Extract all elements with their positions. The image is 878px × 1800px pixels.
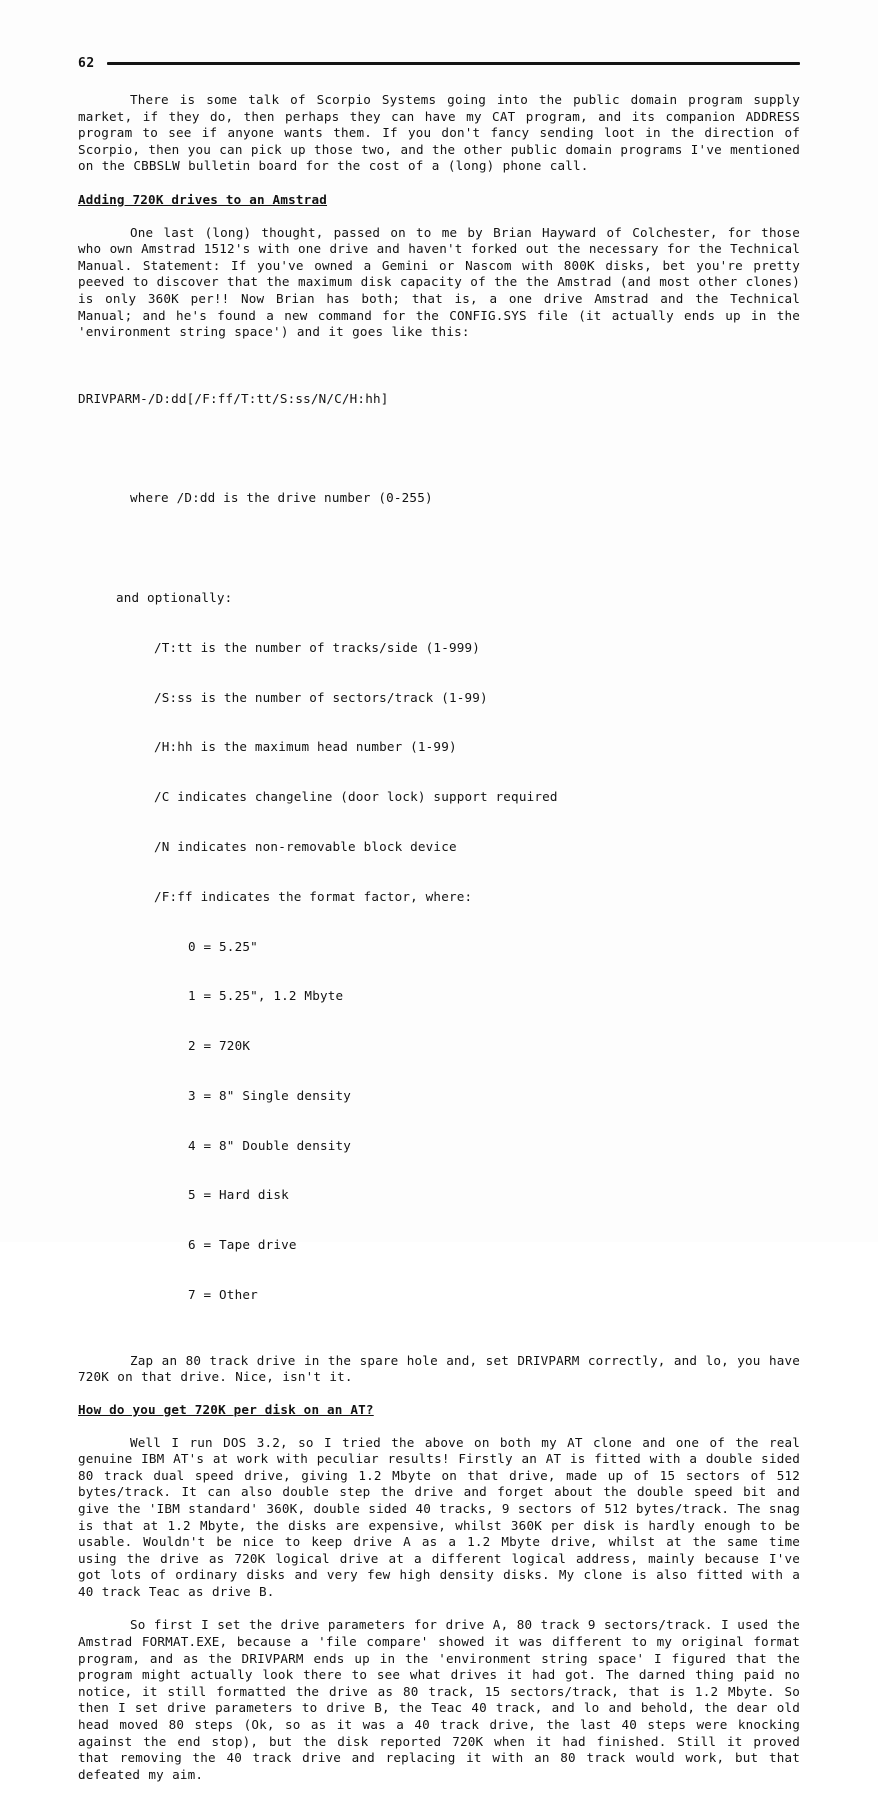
drivparm-optionally-label: and optionally: <box>116 590 233 606</box>
intro-paragraph: There is some talk of Scorpio Systems going into the public domain program supply market, if they do, then perhaps they can have my CAT program, and its companion ADDRESS program to see if anyone wants them. If you don't fancy sending loot in the direction of Scorpio, then you can pick up those two, and the other public domain programs I've mentioned on the CBBSLW bulletin board for the cost of a (long) phone call. <box>78 92 800 174</box>
drivparm-where-line: where /D:dd is the drive number (0-255) <box>130 490 433 506</box>
code-spacer <box>78 540 800 557</box>
format-factor-entry: 3 = 8" Single density <box>188 1087 352 1103</box>
drivparm-switch: /H:hh is the maximum head number (1-99) <box>154 739 457 755</box>
drivparm-syntax-line: DRIVPARM-/D:dd[/F:ff/T:tt/S:ss/N/C/H:hh] <box>78 390 389 406</box>
format-factor-entry: 0 = 5.25" <box>188 938 258 954</box>
format-factor-entry: 5 = Hard disk <box>188 1187 289 1203</box>
heading-adding-720k-drives: Adding 720K drives to an Amstrad <box>78 191 328 207</box>
header-rule <box>107 62 800 65</box>
page-header <box>78 52 800 74</box>
drivparm-switch: /F:ff indicates the format factor, where: <box>154 888 473 904</box>
format-factor-entry: 1 = 5.25", 1.2 Mbyte <box>188 988 344 1004</box>
drivparm-switch: /N indicates non-removable block device <box>154 838 457 854</box>
heading-720k-per-disk-on-at: How do you get 720K per disk on an AT? <box>78 1401 374 1417</box>
at-paragraph-one: Well I run DOS 3.2, so I tried the above on both my AT clone and one of the real genuine IBM AT's at work with peculiar results! Firstly an AT is fitted with a double sided 80 track dual speed drive, giving 1.2 Mbyte on that drive, made up of 15 sectors of 512 bytes/track. It can also double step the drive and forget about the double speed bit and give the 'IBM standard' 360K, double sided 40 tracks, 9 sectors of 512 bytes/track. The snag is that at 1.2 Mbyte, the disks are expensive, whilst 360K per disk is hardly enough to be usable. Wouldn't be nice to keep drive A as a 1.2 Mbyte drive, whilst at the same time using the drive as 720K logical drive at a different logical address, mainly because I've got lots of ordinary disks and very few high density disks. My clone is also fitted with a 40 track Teac as drive B. <box>78 1434 800 1599</box>
drivparm-switch: /S:ss is the number of sectors/track (1-99) <box>154 689 488 705</box>
format-factor-entry: 7 = Other <box>188 1286 258 1302</box>
code-spacer <box>78 441 800 458</box>
amstrad-paragraph: One last (long) thought, passed on to me by Brian Hayward of Colchester, for those who own Amstrad 1512's with one drive and haven't forked out the necessary for the Technical Manual. Statement: If you've owned a Gemini or Nascom with 800K disks, bet you're pretty peeved to discover that the maximum disk capacity of the the Amstrad (and most other clones) is only 360K per!! Now Brian has both; that is, a one drive Amstrad and the Technical Manual; and he's found a new command for the CONFIG.SYS file (it actually ends up in the 'environment string space') and it goes like this: <box>78 224 800 340</box>
page-number: 62 <box>78 55 95 71</box>
format-factor-entry: 2 = 720K <box>188 1038 251 1054</box>
drivparm-switch: /T:tt is the number of tracks/side (1-999) <box>154 639 481 655</box>
format-factor-entry: 6 = Tape drive <box>188 1237 297 1253</box>
zap-paragraph: Zap an 80 track drive in the spare hole and, set DRIVPARM correctly, and lo, you have 720K on that drive. Nice, isn't it. <box>78 1352 800 1385</box>
body-column <box>78 92 800 1800</box>
drivparm-switch: /C indicates changeline (door lock) support required <box>154 789 558 805</box>
drivparm-reference-block <box>78 358 800 1337</box>
format-factor-entry: 4 = 8" Double density <box>188 1137 352 1153</box>
at-paragraph-two: So first I set the drive parameters for drive A, 80 track 9 sectors/track. I used the Amstrad FORMAT.EXE, because a 'file compare' showed it was different to my original format program, and as the DRIVPARM ends up in the 'environment string space' I figured that the program might actually look there to see what drives it had got. The darned thing paid no notice, it still formatted the drive as 80 track, 15 sectors/track, that is 1.2 Mbyte. So then I set drive parameters to drive B, the Teac 40 track, and lo and behold, the dear old head moved 80 steps (Ok, so as it was a 40 track drive, the last 40 steps were knocking against the end stop), but the disk reported 720K when it had finished. Still it proved that removing the 40 track drive and replacing it with an 80 track would work, but that defeated my aim. <box>78 1617 800 1782</box>
